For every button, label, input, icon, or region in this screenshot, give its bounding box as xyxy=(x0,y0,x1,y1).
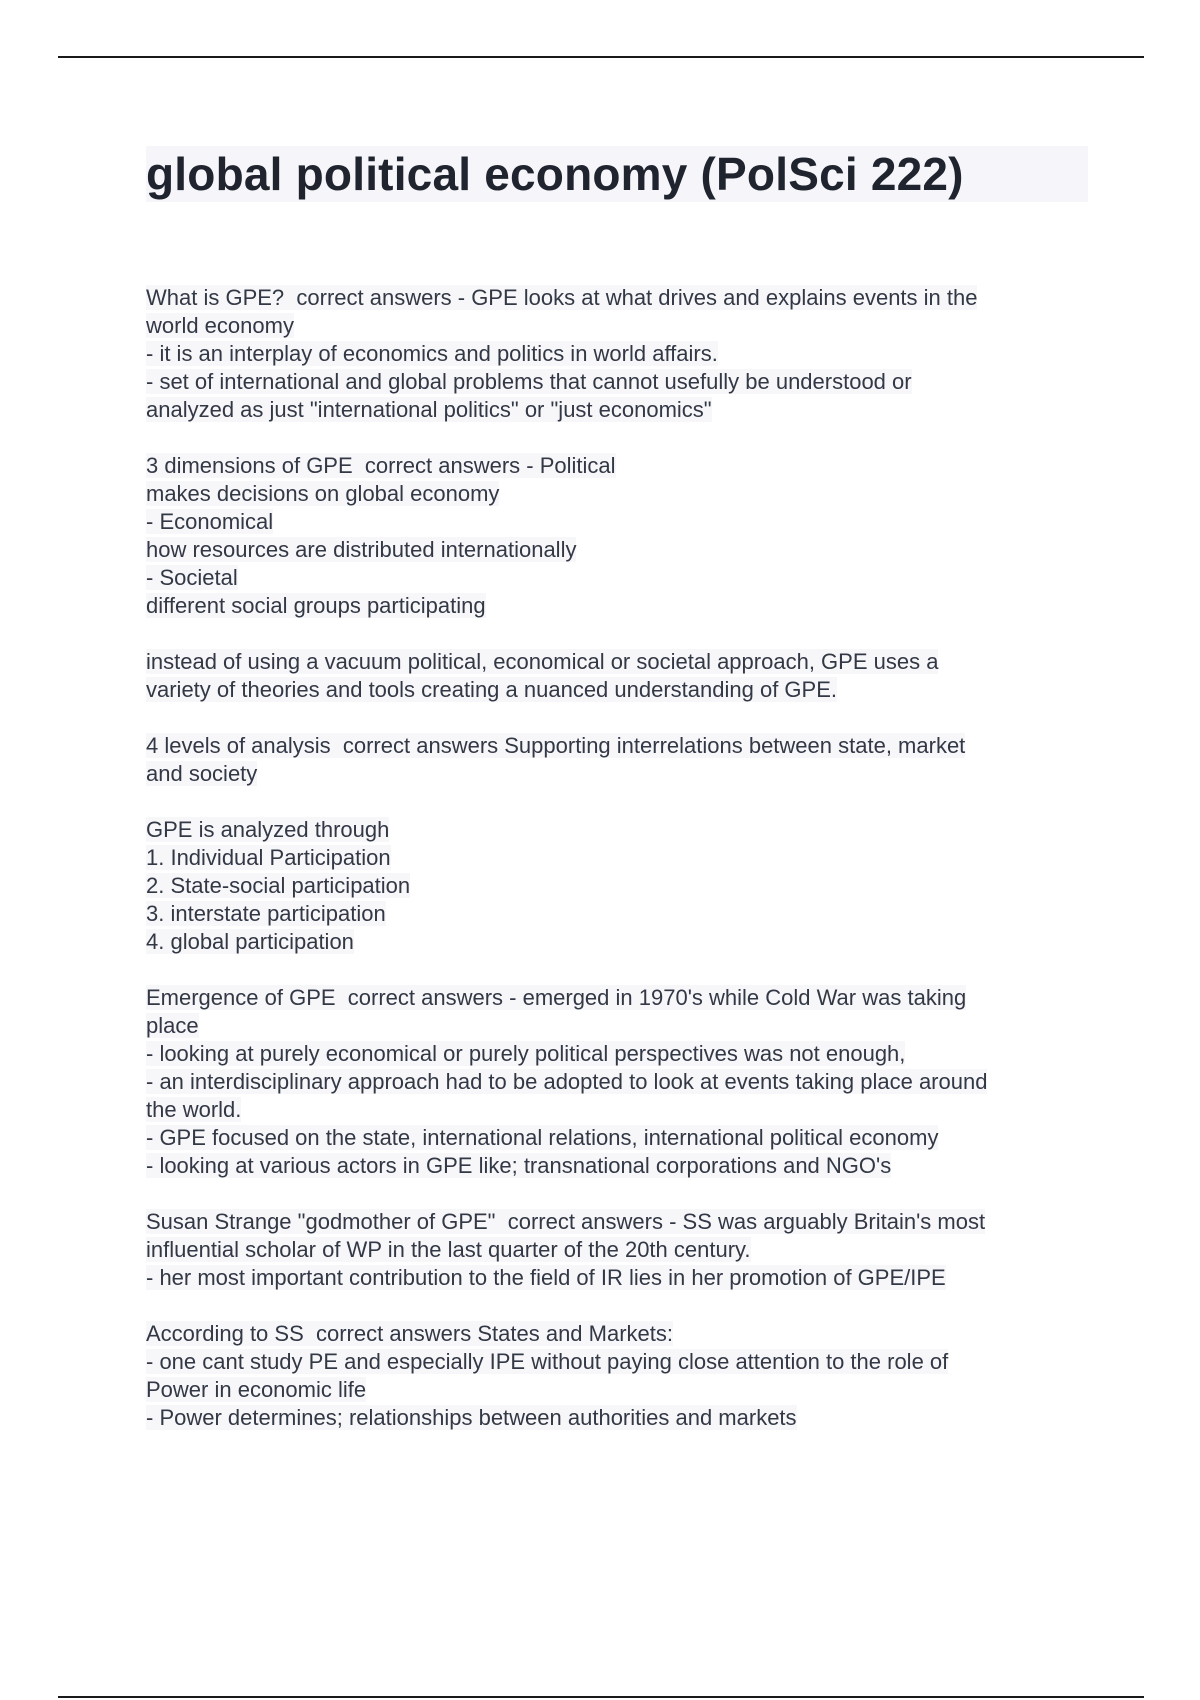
text-line-content: makes decisions on global economy xyxy=(146,481,500,506)
text-line xyxy=(146,1040,1086,1068)
text-line-content: the world. xyxy=(146,1097,242,1122)
text-line xyxy=(146,1152,1086,1180)
top-rule xyxy=(58,56,1144,58)
qa-block xyxy=(146,452,1086,620)
text-line-content: - looking at various actors in GPE like; transnational corporations and NGO's xyxy=(146,1153,892,1178)
text-line-content: - one cant study PE and especially IPE without paying close attention to the role of xyxy=(146,1349,949,1374)
text-line xyxy=(146,1320,1086,1348)
text-line xyxy=(146,1404,1086,1432)
text-line xyxy=(146,984,1086,1012)
text-line-content: - her most important contribution to the field of IR lies in her promotion of GPE/IPE xyxy=(146,1265,946,1290)
qa-block xyxy=(146,1320,1086,1432)
text-line xyxy=(146,1236,1086,1264)
text-line-content: 4 levels of analysis correct answers Supporting interrelations between state, market xyxy=(146,733,966,758)
text-line-content: - it is an interplay of economics and politics in world affairs. xyxy=(146,341,718,366)
text-line xyxy=(146,1348,1086,1376)
text-line-content: Emergence of GPE correct answers - emerged in 1970's while Cold War was taking xyxy=(146,985,967,1010)
text-line xyxy=(146,816,1086,844)
text-line xyxy=(146,1264,1086,1292)
text-line-content: According to SS correct answers States and Markets: xyxy=(146,1321,674,1346)
text-line xyxy=(146,760,1086,788)
text-line xyxy=(146,844,1086,872)
text-line xyxy=(146,592,1086,620)
text-line-content: - Economical xyxy=(146,509,274,534)
text-line-content: - Power determines; relationships between authorities and markets xyxy=(146,1405,797,1430)
qa-block xyxy=(146,648,1086,704)
text-line xyxy=(146,508,1086,536)
text-line-content: GPE is analyzed through xyxy=(146,817,390,842)
text-line-content: 1. Individual Participation xyxy=(146,845,391,870)
text-line-content: 3 dimensions of GPE correct answers - Political xyxy=(146,453,616,478)
qa-block xyxy=(146,732,1086,788)
text-line-content: - Societal xyxy=(146,565,238,590)
text-line-content: - an interdisciplinary approach had to be adopted to look at events taking place around xyxy=(146,1069,988,1094)
text-line-content: 2. State-social participation xyxy=(146,873,411,898)
text-line xyxy=(146,480,1086,508)
text-line-content: - looking at purely economical or purely political perspectives was not enough, xyxy=(146,1041,906,1066)
text-line xyxy=(146,340,1086,368)
text-line xyxy=(146,1208,1086,1236)
text-line xyxy=(146,900,1086,928)
text-line-content: and society xyxy=(146,761,258,786)
text-line-content: different social groups participating xyxy=(146,593,486,618)
text-line-content: analyzed as just "international politics" or "just economics" xyxy=(146,397,712,422)
text-line xyxy=(146,1124,1086,1152)
text-line xyxy=(146,1012,1086,1040)
text-line xyxy=(146,872,1086,900)
text-line xyxy=(146,312,1086,340)
text-line-content: Power in economic life xyxy=(146,1377,367,1402)
text-line xyxy=(146,732,1086,760)
text-line xyxy=(146,564,1086,592)
qa-block xyxy=(146,1208,1086,1292)
text-line-content: world economy xyxy=(146,313,294,338)
text-line xyxy=(146,396,1086,424)
text-line-content: instead of using a vacuum political, economical or societal approach, GPE uses a xyxy=(146,649,939,674)
text-line xyxy=(146,1068,1086,1096)
text-line xyxy=(146,452,1086,480)
qa-block xyxy=(146,284,1086,424)
text-line-content: Susan Strange "godmother of GPE" correct answers - SS was arguably Britain's most xyxy=(146,1209,986,1234)
page-title: global political economy (PolSci 222) xyxy=(146,146,1088,202)
text-line-content: place xyxy=(146,1013,199,1038)
document-body xyxy=(146,284,1086,1460)
text-line-content: variety of theories and tools creating a nuanced understanding of GPE. xyxy=(146,677,837,702)
text-line xyxy=(146,1096,1086,1124)
qa-block xyxy=(146,816,1086,956)
text-line xyxy=(146,928,1086,956)
text-line xyxy=(146,676,1086,704)
qa-block xyxy=(146,984,1086,1180)
text-line-content: What is GPE? correct answers - GPE looks at what drives and explains events in the xyxy=(146,285,978,310)
text-line xyxy=(146,1376,1086,1404)
text-line-content: influential scholar of WP in the last quarter of the 20th century. xyxy=(146,1237,751,1262)
text-line-content: how resources are distributed internationally xyxy=(146,537,577,562)
text-line xyxy=(146,284,1086,312)
text-line xyxy=(146,368,1086,396)
text-line-content: - GPE focused on the state, international relations, international political economy xyxy=(146,1125,939,1150)
text-line xyxy=(146,648,1086,676)
text-line-content: - set of international and global problems that cannot usefully be understood or xyxy=(146,369,912,394)
bottom-rule xyxy=(58,1696,1144,1698)
text-line-content: 4. global participation xyxy=(146,929,354,954)
text-line xyxy=(146,536,1086,564)
text-line-content: 3. interstate participation xyxy=(146,901,386,926)
